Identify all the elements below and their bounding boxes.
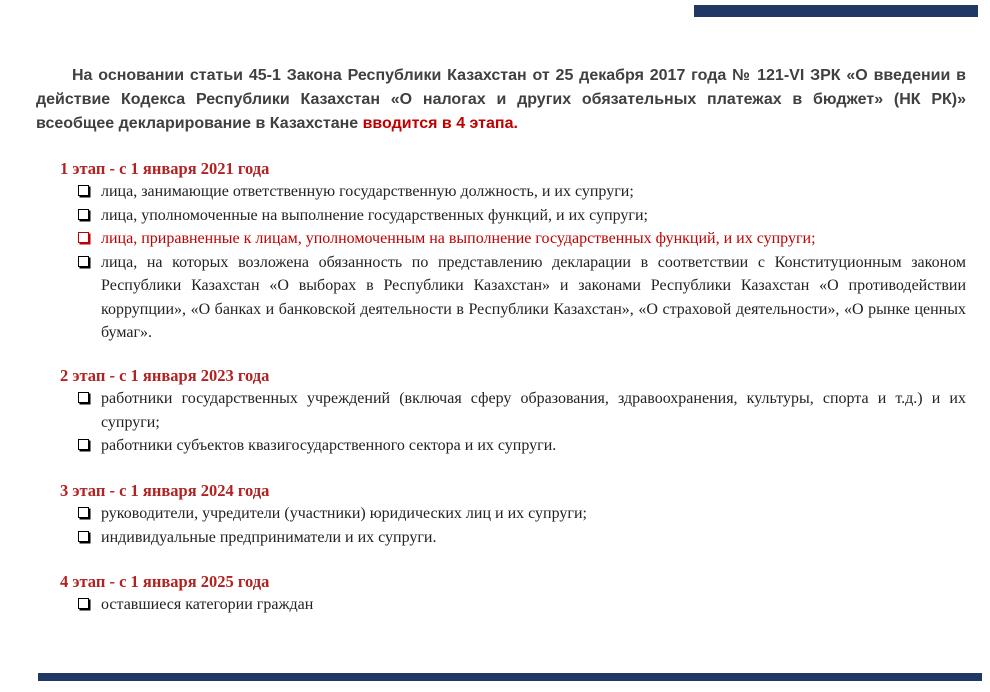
list-item-text: работники субъектов квазигосударственного сектора и их супруги. — [101, 437, 557, 454]
list-item-text: лица, занимающие ответственную государственную должность, и их супруги; — [101, 183, 634, 200]
stage-list — [36, 502, 966, 549]
list-item-text: работники государственных учреждений (включая сферу образования, здравоохранения, культуры, спорта и т.д.) и их супруги; — [101, 390, 966, 431]
list-item — [36, 502, 966, 526]
list-item — [36, 204, 966, 228]
bottom-accent-bar — [38, 673, 982, 681]
stage-title: 1 этап - с 1 января 2021 года — [60, 159, 270, 178]
square-bullet-icon — [78, 531, 89, 542]
list-item-text: лица, приравненные к лицам, уполномоченным на выполнение государственных функций, и их супруги; — [101, 230, 816, 247]
square-bullet-icon — [78, 598, 89, 609]
intro-paragraph — [36, 64, 966, 136]
stage-title: 2 этап - с 1 января 2023 года — [60, 366, 270, 385]
list-item — [36, 387, 966, 434]
list-item-text: лица, на которых возложена обязанность по представлению декларации в соответствии с Конституционным законом Республики Казахстан «О выборах в Республики Казахстан» и законами Республики Казахстан «О противодействии коррупции», «О банках и банковской деятельности в Республики Казахстан», «О страховой деятельности», «О рынке ценных бумаг». — [101, 253, 966, 341]
stage-title: 4 этап - с 1 января 2025 года — [60, 572, 270, 591]
list-item-text: оставшиеся категории граждан — [101, 596, 314, 613]
stage-list — [36, 593, 966, 617]
list-item — [36, 251, 966, 345]
list-item-text: лица, уполномоченные на выполнение государственных функций, и их супруги; — [101, 206, 648, 224]
stage-list — [36, 180, 966, 345]
list-item — [36, 227, 966, 251]
square-bullet-icon — [78, 185, 89, 196]
stage-3 — [36, 480, 966, 549]
list-item — [36, 526, 966, 550]
square-bullet-icon — [78, 256, 89, 267]
intro-highlight: вводится в 4 этапа. — [362, 115, 518, 132]
stage-list — [36, 387, 966, 458]
square-bullet-icon — [78, 209, 89, 220]
list-item — [36, 180, 966, 204]
square-bullet-icon — [78, 392, 89, 403]
list-item-text: руководители, учредители (участники) юридических лиц и их супруги; — [101, 505, 587, 522]
list-item — [36, 593, 966, 617]
square-bullet-icon — [78, 232, 89, 243]
top-accent-bar — [694, 5, 978, 17]
intro-text: На основании статьи 45-1 Закона Республики Казахстан от 25 декабря 2017 года № 121-VI ЗРК «О введении в действие Кодекса Республики Казахстан «О налогах и других обязательных платежах в бюджет» (НК РК)» всеобщее декларирование в Казахстане — [36, 67, 966, 132]
stage-4 — [36, 571, 966, 617]
square-bullet-icon — [78, 507, 89, 518]
stage-2 — [36, 365, 966, 458]
list-item-text: индивидуальные предприниматели и их супруги. — [101, 528, 437, 546]
square-bullet-icon — [78, 439, 89, 450]
stage-title: 3 этап - с 1 января 2024 года — [60, 481, 270, 500]
stage-1 — [36, 158, 966, 345]
list-item — [36, 434, 966, 458]
